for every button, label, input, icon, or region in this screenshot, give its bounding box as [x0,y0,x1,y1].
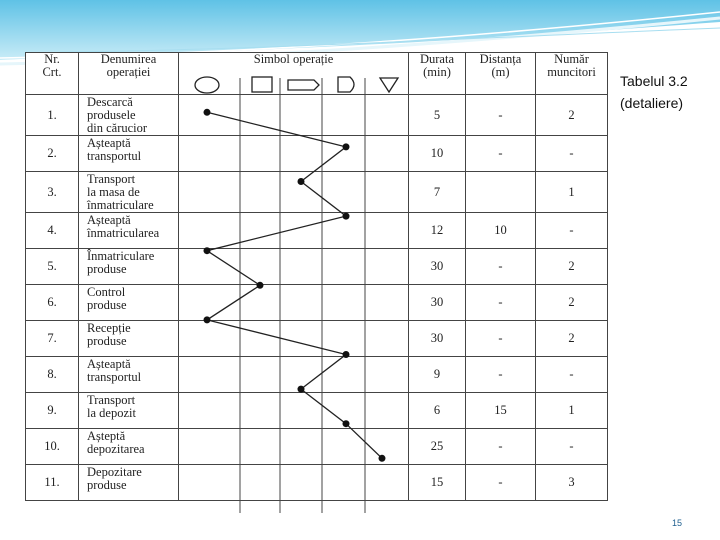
row-operation-name [79,393,179,429]
row-muncitori: 2 [536,285,608,321]
row-operation-name [79,249,179,285]
row-symbol-cell [179,429,409,465]
row-nr: 2. [26,136,79,172]
row-distanta: - [466,285,536,321]
operation-name-line: produse [87,262,127,276]
row-muncitori: 1 [536,172,608,213]
row-durata: 7 [409,172,466,213]
row-symbol-cell [179,213,409,249]
row-symbol-cell [179,136,409,172]
row-distanta: - [466,95,536,136]
row-nr: 6. [26,285,79,321]
row-distanta: 10 [466,213,536,249]
table-row [26,429,608,465]
table-row [26,465,608,501]
operation-name-line: Așteaptă [87,213,131,227]
operation-name-line: Așteptă [87,429,126,443]
operation-name-line: transportul [87,149,142,163]
row-durata: 6 [409,393,466,429]
row-muncitori: - [536,136,608,172]
operation-name-line: Recepție [87,321,131,335]
operation-name-line: Așteaptă [87,136,131,150]
operation-name-line: produsele [87,108,136,122]
row-distanta: - [466,357,536,393]
row-operation-name [79,136,179,172]
row-nr: 7. [26,321,79,357]
row-muncitori: - [536,357,608,393]
operation-name-line: înmatriculare [87,198,154,212]
operation-name-line: Înmatriculare [87,249,155,263]
operation-name-line: Așteaptă [87,357,131,371]
row-nr: 8. [26,357,79,393]
operation-name-line: Depozitare [87,465,142,479]
operation-name-line: înmatricularea [87,226,160,240]
row-muncitori: 2 [536,95,608,136]
row-durata: 25 [409,429,466,465]
operation-name-line: Transport [87,172,136,186]
operation-name-line: din cărucior [87,121,148,135]
row-operation-name [79,213,179,249]
operation-name-line: la masa de [87,185,140,199]
table-row [26,393,608,429]
row-distanta: - [466,429,536,465]
row-operation-name [79,465,179,501]
row-distanta: 15 [466,393,536,429]
row-durata: 30 [409,321,466,357]
row-distanta: - [466,321,536,357]
row-symbol-cell [179,357,409,393]
row-symbol-cell [179,172,409,213]
caption-subtitle: (detaliere) [620,95,684,111]
row-operation-name [79,321,179,357]
row-distanta: - [466,249,536,285]
row-operation-name [79,429,179,465]
row-symbol-cell [179,285,409,321]
row-symbol-cell [179,95,409,136]
operation-name-line: la depozit [87,406,136,420]
row-nr: 11. [26,465,79,501]
caption-title: Tabelul 3.2 [620,73,688,89]
row-operation-name [79,357,179,393]
table-row [26,357,608,393]
table-row [26,213,608,249]
row-distanta [466,172,536,213]
header-distanta: Distanța (m) [466,53,536,95]
row-durata: 15 [409,465,466,501]
operation-name-line: produse [87,334,127,348]
row-muncitori: 3 [536,465,608,501]
row-operation-name [79,172,179,213]
table-row [26,285,608,321]
row-nr: 4. [26,213,79,249]
row-muncitori: 1 [536,393,608,429]
row-muncitori: 2 [536,249,608,285]
row-operation-name [79,285,179,321]
row-nr: 1. [26,95,79,136]
row-durata: 10 [409,136,466,172]
operation-name-line: Transport [87,393,136,407]
operation-name-line: Control [87,285,126,299]
table-header-row [26,53,608,95]
table-caption [620,70,688,114]
operations-table [25,52,608,501]
row-durata: 30 [409,285,466,321]
operation-name-line: depozitarea [87,442,145,456]
operation-name-line: transportul [87,370,142,384]
row-muncitori: 2 [536,321,608,357]
header-numar: Număr muncitori [536,53,608,95]
row-distanta: - [466,136,536,172]
table-row [26,172,608,213]
row-durata: 30 [409,249,466,285]
header-simbol-label: Simbol operație [253,52,334,66]
row-nr: 10. [26,429,79,465]
row-symbol-cell [179,321,409,357]
row-nr: 5. [26,249,79,285]
row-durata: 5 [409,95,466,136]
row-nr: 9. [26,393,79,429]
row-muncitori: - [536,213,608,249]
row-muncitori: - [536,429,608,465]
table-row [26,321,608,357]
header-nr: Nr. Crt. [26,53,79,95]
operation-name-line: produse [87,478,127,492]
row-durata: 9 [409,357,466,393]
page-number: 15 [672,518,683,528]
row-symbol-cell [179,393,409,429]
row-nr: 3. [26,172,79,213]
header-simbol [179,53,409,95]
table-row [26,136,608,172]
row-durata: 12 [409,213,466,249]
row-symbol-cell [179,249,409,285]
row-operation-name [79,95,179,136]
header-denumire: Denumirea operației [79,53,179,95]
operation-name-line: produse [87,298,127,312]
table-row [26,95,608,136]
table-row [26,249,608,285]
row-symbol-cell [179,465,409,501]
row-distanta: - [466,465,536,501]
operation-name-line: Descarcă [87,95,133,109]
header-durata: Durata (min) [409,53,466,95]
